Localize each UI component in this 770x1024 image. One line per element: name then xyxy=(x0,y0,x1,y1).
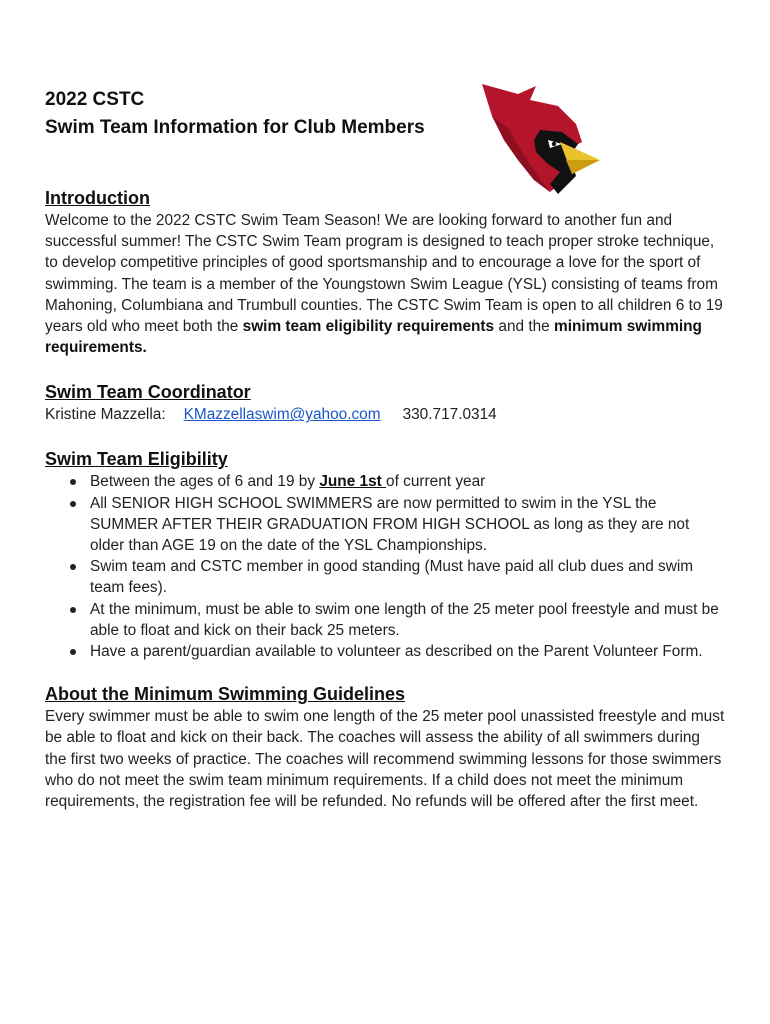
title-subtitle: Swim Team Information for Club Members xyxy=(45,117,425,138)
list-item: All SENIOR HIGH SCHOOL SWIMMERS are now permitted to swim in the YSL the SUMMER AFTER THEIR GRADUATION FROM HIGH SCHOOL as long as they are not older than AGE 19 on the date of the YSL Championships. xyxy=(45,493,725,557)
introduction-paragraph xyxy=(45,210,725,358)
coordinator-name: Kristine Mazzella: xyxy=(45,406,166,424)
guidelines-paragraph: Every swimmer must be able to swim one length of the 25 meter pool unassisted freestyle and must be able to float and kick on their back. The coaches will assess the ability of all swimmers during the first two weeks of practice. The coaches will recommend swimming lessons for those swimmers who do not meet the swim team minimum requirements. If a child does not meet the minimum requirements, the registration fee will be refunded. No refunds will be offered after the first meet. xyxy=(45,708,725,811)
section-minimum-guidelines xyxy=(45,682,725,812)
eligibility-heading: Swim Team Eligibility xyxy=(45,449,228,470)
intro-text-2: and the xyxy=(494,318,555,336)
bullet1-post: of current year xyxy=(386,473,486,491)
bullet1-pre: Between the ages of 6 and 19 by xyxy=(90,473,320,491)
coordinator-contact xyxy=(45,404,725,425)
intro-text-1: Welcome to the 2022 CSTC Swim Team Season! We are looking forward to another fun and successful summer! The CSTC Swim Team program is designed to teach proper stroke technique, to develop competitive principles of good sportsmanship and to encourage a love for the sport of swimming. The team is a member of the Youngstown Swim League (YSL) consisting of teams from Mahoning, Columbiana and Trumbull counties. The CSTC Swim Team is open to all children 6 to 19 years old who meet both the xyxy=(45,212,723,336)
document-page xyxy=(45,86,725,812)
coordinator-email-link[interactable]: KMazzellaswim@yahoo.com xyxy=(183,406,381,424)
document-title xyxy=(45,86,465,142)
intro-bold-1: swim team eligibility requirements xyxy=(242,318,495,336)
list-item: At the minimum, must be able to swim one length of the 25 meter pool freestyle and must be able to float and kick on their back 25 meters. xyxy=(45,599,725,641)
intro-bold-2: minimum swimming requirements. xyxy=(45,318,702,357)
section-coordinator xyxy=(45,380,725,425)
bullet1-date: June 1st xyxy=(319,473,387,491)
list-item xyxy=(45,471,725,492)
introduction-heading: Introduction xyxy=(45,188,150,208)
list-item: Have a parent/guardian available to volunteer as described on the Parent Volunteer Form. xyxy=(45,641,725,662)
coordinator-phone: 330.717.0314 xyxy=(402,406,497,424)
eligibility-list xyxy=(45,471,725,662)
coordinator-heading: Swim Team Coordinator xyxy=(45,382,251,403)
list-item: Swim team and CSTC member in good standing (Must have paid all club dues and swim team fees). xyxy=(45,556,725,598)
section-introduction xyxy=(45,186,725,358)
title-year: 2022 CSTC xyxy=(45,89,145,110)
section-eligibility xyxy=(45,447,725,662)
guidelines-heading: About the Minimum Swimming Guidelines xyxy=(45,684,406,705)
